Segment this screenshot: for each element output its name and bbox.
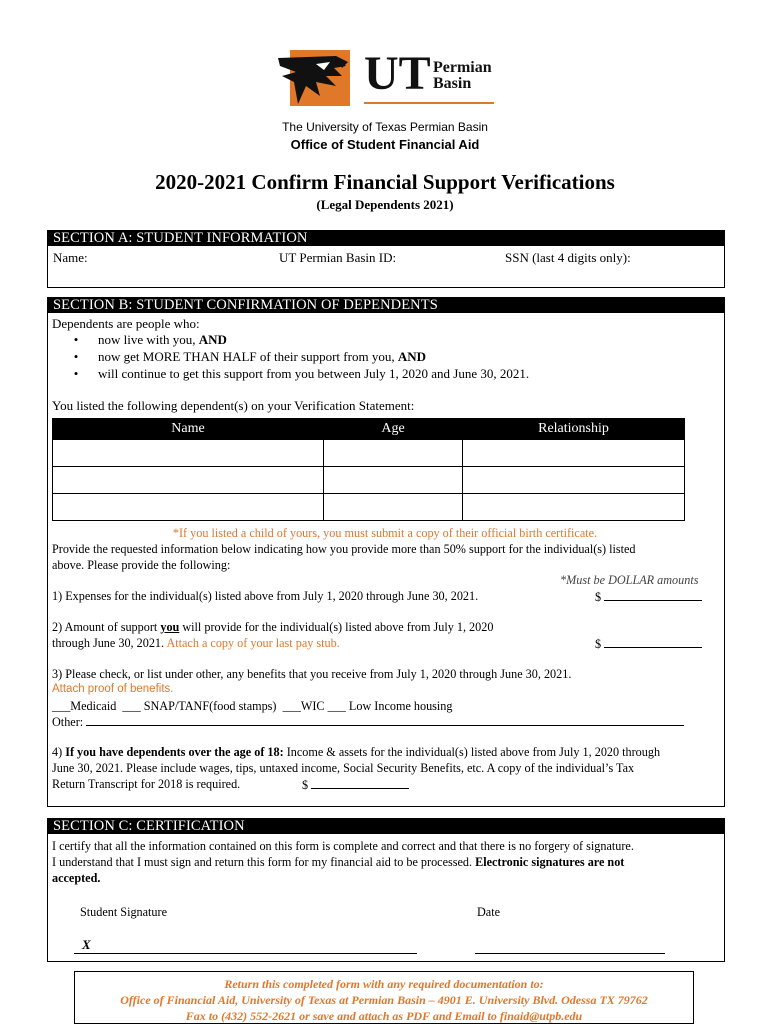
dependent-age-cell[interactable] (324, 494, 463, 521)
certification-line1: I certify that all the information contained on this form is complete and correct and that there is no forgery of signature. (52, 839, 634, 853)
dependents-intro: Dependents are people who: (52, 316, 200, 331)
question-4-line3: Return Transcript for 2018 is required. (52, 777, 241, 791)
bullet-bold: AND (397, 349, 426, 364)
bullet-bold: AND (198, 332, 227, 347)
dollar-amounts-note: *Must be DOLLAR amounts (560, 573, 699, 587)
bullet-text: now get MORE THAN HALF of their support from you, (98, 349, 398, 364)
dependent-name-cell[interactable] (53, 467, 324, 494)
dependent-age-cell[interactable] (324, 440, 463, 467)
bullet-dot-icon: • (73, 349, 79, 364)
question-1: 1) Expenses for the individual(s) listed above from July 1, 2020 through June 30, 2021. (52, 589, 479, 603)
student-signature-label: Student Signature (80, 905, 167, 919)
dependent-name-cell[interactable] (53, 440, 324, 467)
section-a (47, 230, 725, 288)
section-c-heading: SECTION C: CERTIFICATION (48, 819, 724, 834)
bullet-dot-icon: • (73, 366, 79, 381)
dependent-relationship-cell[interactable] (463, 494, 685, 521)
pay-stub-note: Attach a copy of your last pay stub. (166, 636, 340, 650)
dollar-sign: $ (302, 778, 309, 792)
date-field[interactable] (475, 937, 665, 954)
dependent-relationship-cell[interactable] (463, 440, 685, 467)
bullet-text: now live with you, (98, 332, 199, 347)
logo-basin-text: Basin (433, 75, 472, 92)
utpb-logo (276, 46, 498, 114)
utpb-id-label: UT Permian Basin ID: (279, 250, 397, 265)
table-row (53, 494, 685, 521)
col-name-header: Name (53, 419, 324, 440)
table-row (53, 467, 685, 494)
logo-ut-text: UT (364, 47, 431, 100)
table-header-row (53, 419, 685, 440)
logo-permian-text: Permian (433, 59, 492, 76)
certification-line3: accepted. (52, 871, 101, 885)
bullet-dot-icon: • (73, 332, 79, 347)
return-instructions (74, 971, 694, 1024)
footer-line3: Fax to (432) 552-2621 or save and attach as PDF and Email to finaid@utpb.edu (185, 1009, 583, 1023)
col-age-header: Age (324, 419, 463, 440)
birth-certificate-note: *If you listed a child of yours, you must submit a copy of their official birth certificate. (172, 526, 598, 540)
x-mark: X (82, 937, 91, 952)
section-b-heading: SECTION B: STUDENT CONFIRMATION OF DEPENDENTS (48, 298, 724, 313)
dependent-relationship-cell[interactable] (463, 467, 685, 494)
dollar-sign: $ (595, 590, 602, 604)
q1-amount-field[interactable] (595, 588, 702, 605)
question-4-line1: 4) If you have dependents over the age of 18: Income & assets for the individual(s) listed above from July 1, 2020 through (52, 745, 661, 759)
page-subtitle: (Legal Dependents 2021) (316, 197, 454, 212)
certification-line2: I understand that I must sign and return this form for my financial aid to be processed. Electronic signatures are not (52, 855, 625, 869)
section-a-heading: SECTION A: STUDENT INFORMATION (48, 231, 724, 246)
dollar-sign: $ (595, 637, 602, 651)
dependents-table (52, 418, 685, 521)
provide-text-line2: above. Please provide the following: (52, 558, 231, 572)
ssn-label: SSN (last 4 digits only): (505, 250, 631, 265)
question-2-line1: 2) Amount of support you will provide for the individual(s) listed above from July 1, 2020 (52, 620, 494, 634)
date-label: Date (477, 905, 501, 919)
signature-field[interactable] (74, 937, 417, 954)
footer-line2: Office of Financial Aid, University of Texas at Permian Basin – 4901 E. University Blvd. Odessa TX 79762 (120, 993, 648, 1007)
q2-amount-field[interactable] (595, 635, 702, 652)
question-2-line2: through June 30, 2021. Attach a copy of your last pay stub. (52, 636, 340, 650)
dependent-name-cell[interactable] (53, 494, 324, 521)
other-benefits-field[interactable] (52, 713, 684, 730)
dependent-age-cell[interactable] (324, 467, 463, 494)
provide-text-line1: Provide the requested information below indicating how you provide more than 50% support for the individual(s) listed (52, 542, 636, 556)
benefits-proof-note: Attach proof of benefits. (52, 683, 174, 695)
question-3: 3) Please check, or list under other, any benefits that you receive from July 1, 2020 through June 30, 2021. (52, 667, 572, 681)
other-label: Other: (52, 715, 84, 729)
office-name: Office of Student Financial Aid (290, 137, 480, 152)
benefits-checklist[interactable]: ___Medicaid ___ SNAP/TANF(food stamps) ___WIC ___ Low Income housing (52, 699, 453, 713)
col-relationship-header: Relationship (463, 419, 685, 440)
question-4-line2: June 30, 2021. Please include wages, tips, untaxed income, Social Security Benefits, etc. A copy of the individual’s Tax (52, 761, 635, 775)
listed-dependents-text: You listed the following dependent(s) on your Verification Statement: (52, 398, 415, 413)
bullet-text: will continue to get this support from you between July 1, 2020 and June 30, 2021. (98, 366, 530, 381)
table-row (53, 440, 685, 467)
name-label: Name: (53, 250, 88, 265)
q4-amount-field[interactable] (302, 776, 409, 793)
university-name: The University of Texas Permian Basin (282, 120, 488, 134)
page-title: 2020-2021 Confirm Financial Support Verifications (155, 170, 615, 194)
q2-you: you (160, 620, 180, 634)
logo-underline (364, 102, 494, 104)
footer-line1: Return this completed form with any required documentation to: (224, 977, 544, 991)
